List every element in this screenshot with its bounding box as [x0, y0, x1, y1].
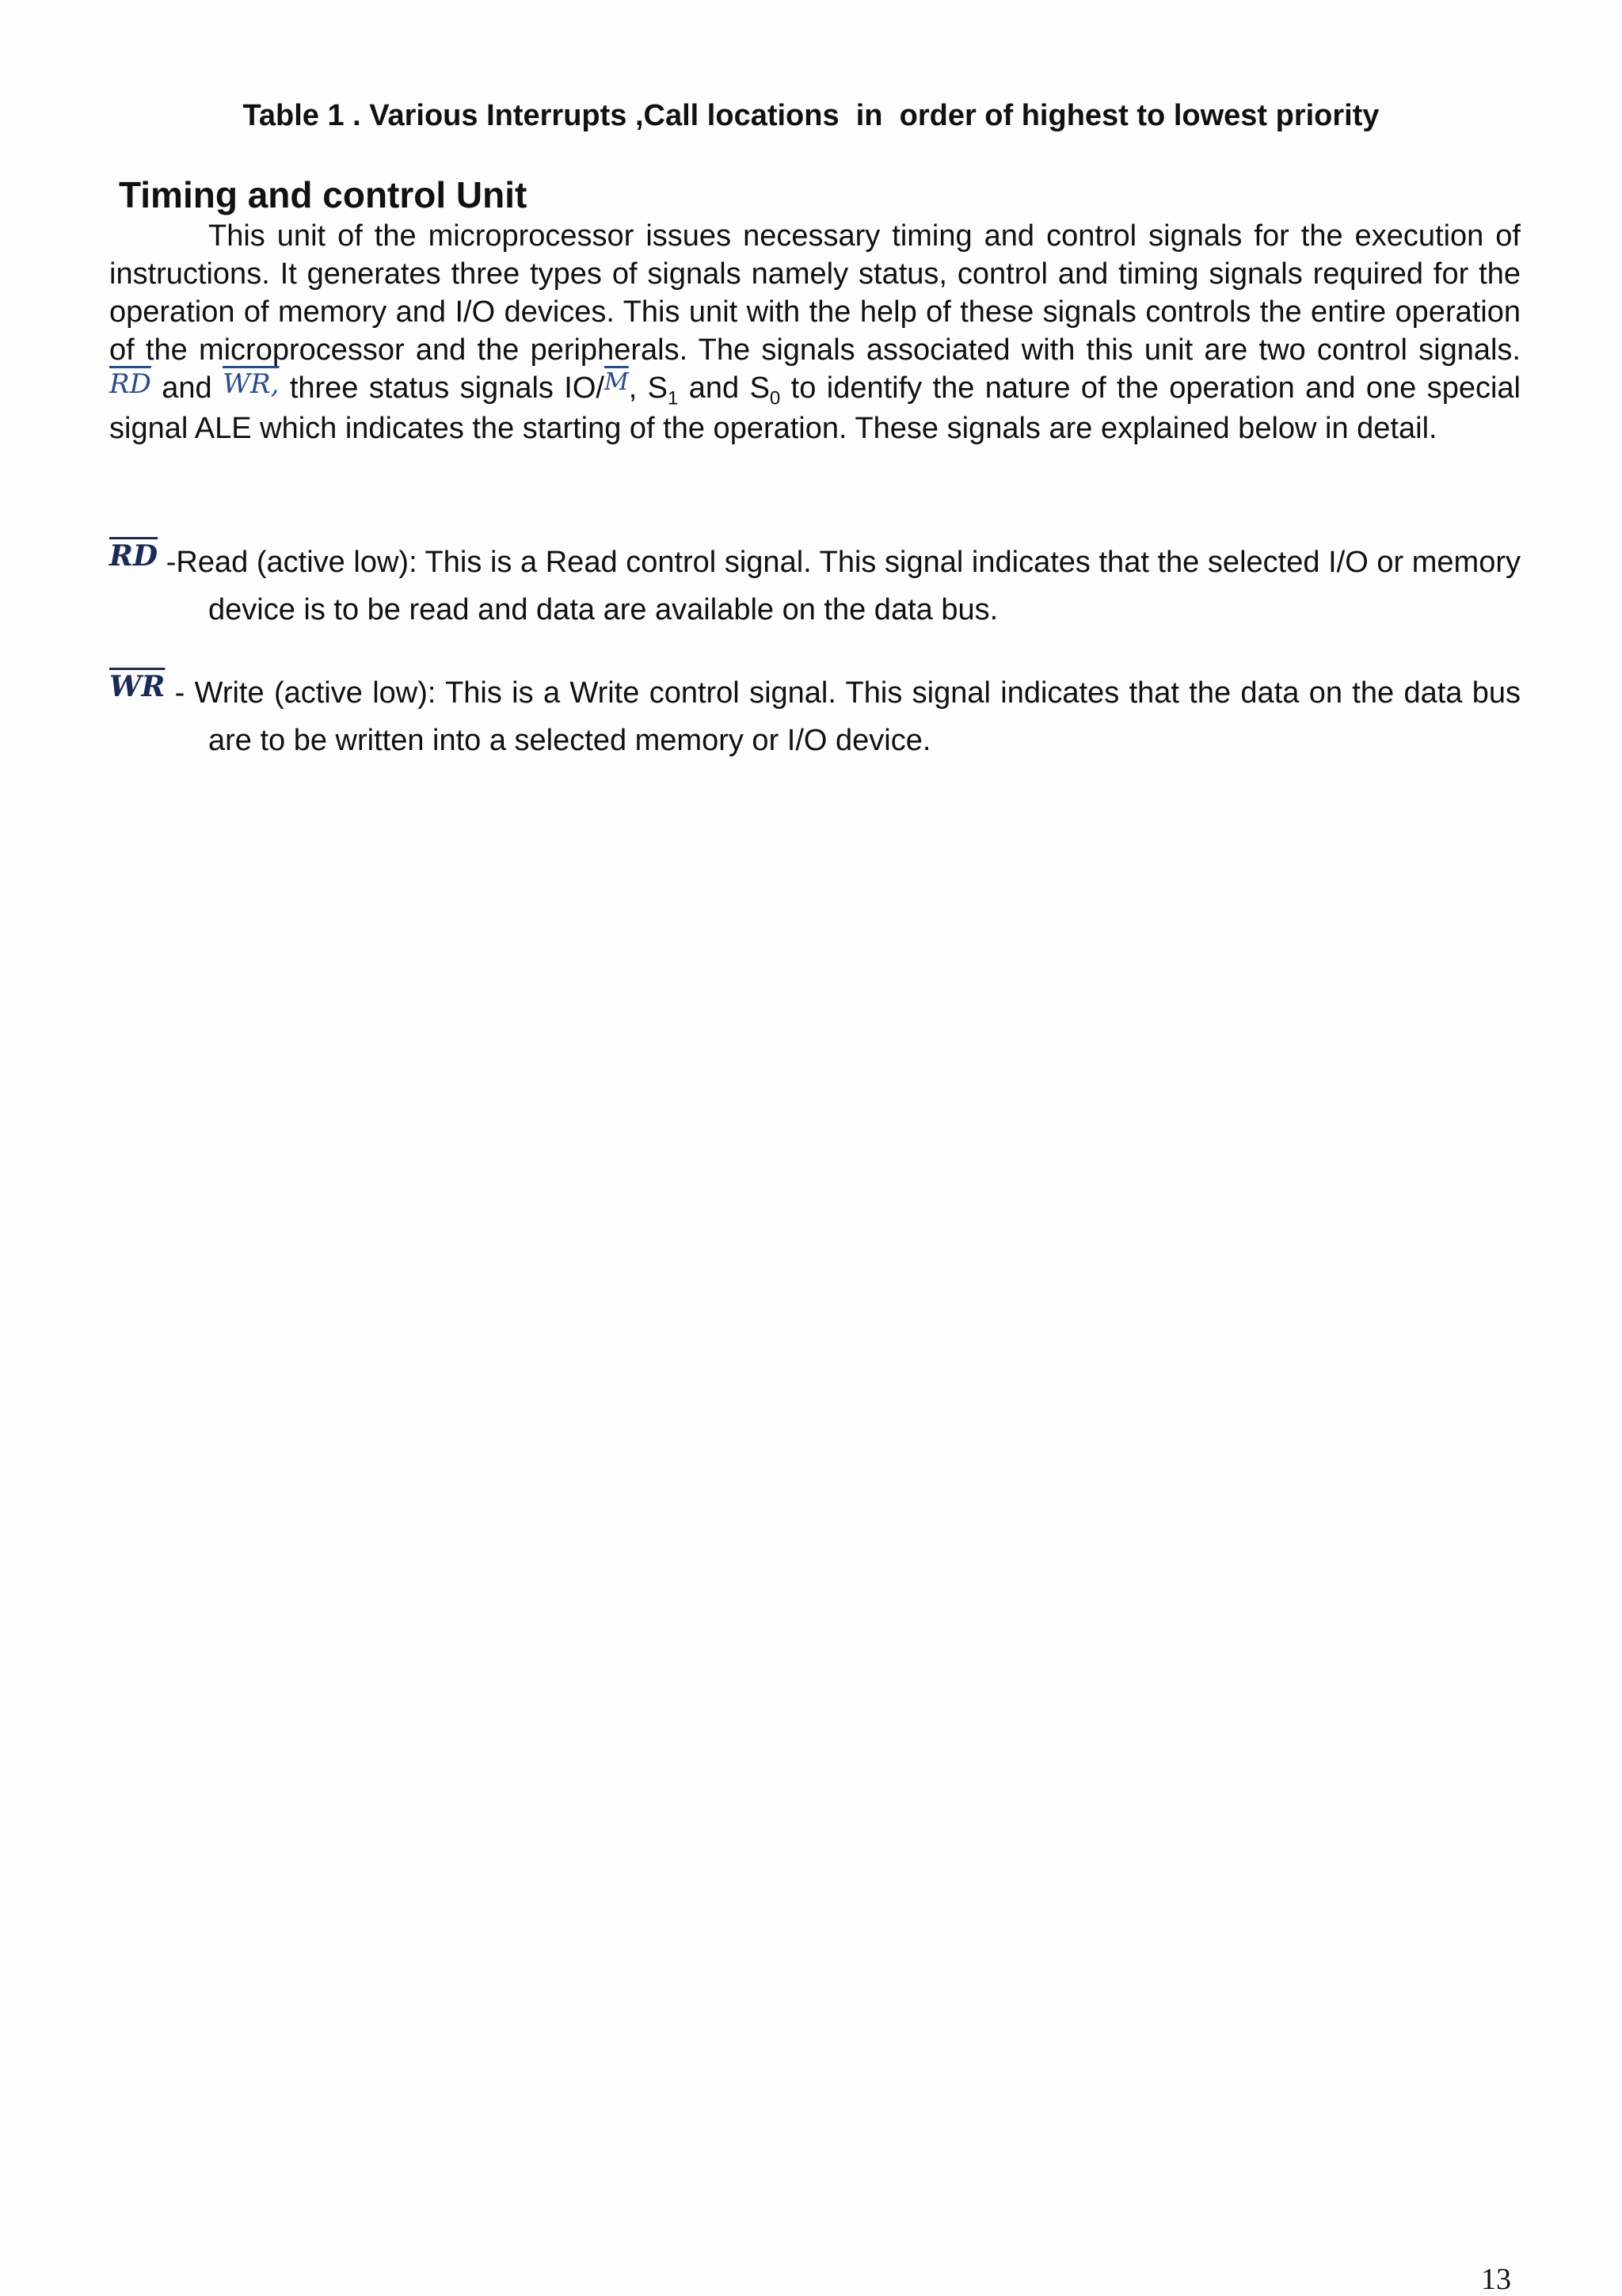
paragraph-text-6: to identify the nature of the operation and one special signal ALE which indicates the starting of the operation. These signals are explained below in detail. [109, 371, 1521, 445]
signal-definition-wr [109, 669, 1521, 764]
paragraph-text-4: , S [628, 371, 668, 405]
rd-signal-symbol: $\overline{RD}$ [109, 539, 158, 573]
rd-signal-text: -Read (active low): This is a Read control signal. This signal indicates that the selected I/O or memory device is to be read and data are available on the data bus. [158, 546, 1521, 626]
wr-overline-symbol: WR, [223, 368, 280, 400]
paragraph-text-3: three status signals IO/ [279, 371, 604, 405]
paragraph-text-5: and S [678, 371, 770, 405]
m-overline-symbol: M [603, 368, 629, 396]
signal-definition-rd [109, 539, 1521, 634]
table-caption: Table 1 . Various Interrupts ,Call locations in order of highest to lowest priority [242, 99, 1380, 132]
paragraph-text-2: and [150, 371, 223, 405]
wr-signal-text: - Write (active low): This is a Write control signal. This signal indicates that the data on the data bus are to be written into a selected memory or I/O device. [165, 676, 1521, 757]
subscript-zero: 0 [769, 387, 781, 409]
wr-signal-symbol: $\overline{WR}$ [109, 670, 166, 703]
section-heading: Timing and control Unit [119, 174, 527, 215]
page-number: 13 [1481, 2263, 1511, 2296]
paragraph-text-1: This unit of the microprocessor issues necessary timing and control signals for the execution of instructions. It generates three types of signals namely status, control and timing signals required for the operation of memory and I/O devices. This unit with the help of these signals controls the entire operation of the microprocessor and the peripherals. The signals associated with this unit are two control signals. [109, 219, 1521, 367]
body-paragraph [109, 217, 1521, 447]
subscript-one: 1 [668, 387, 679, 409]
rd-overline-symbol: $\overline{RD}$ [109, 368, 151, 400]
